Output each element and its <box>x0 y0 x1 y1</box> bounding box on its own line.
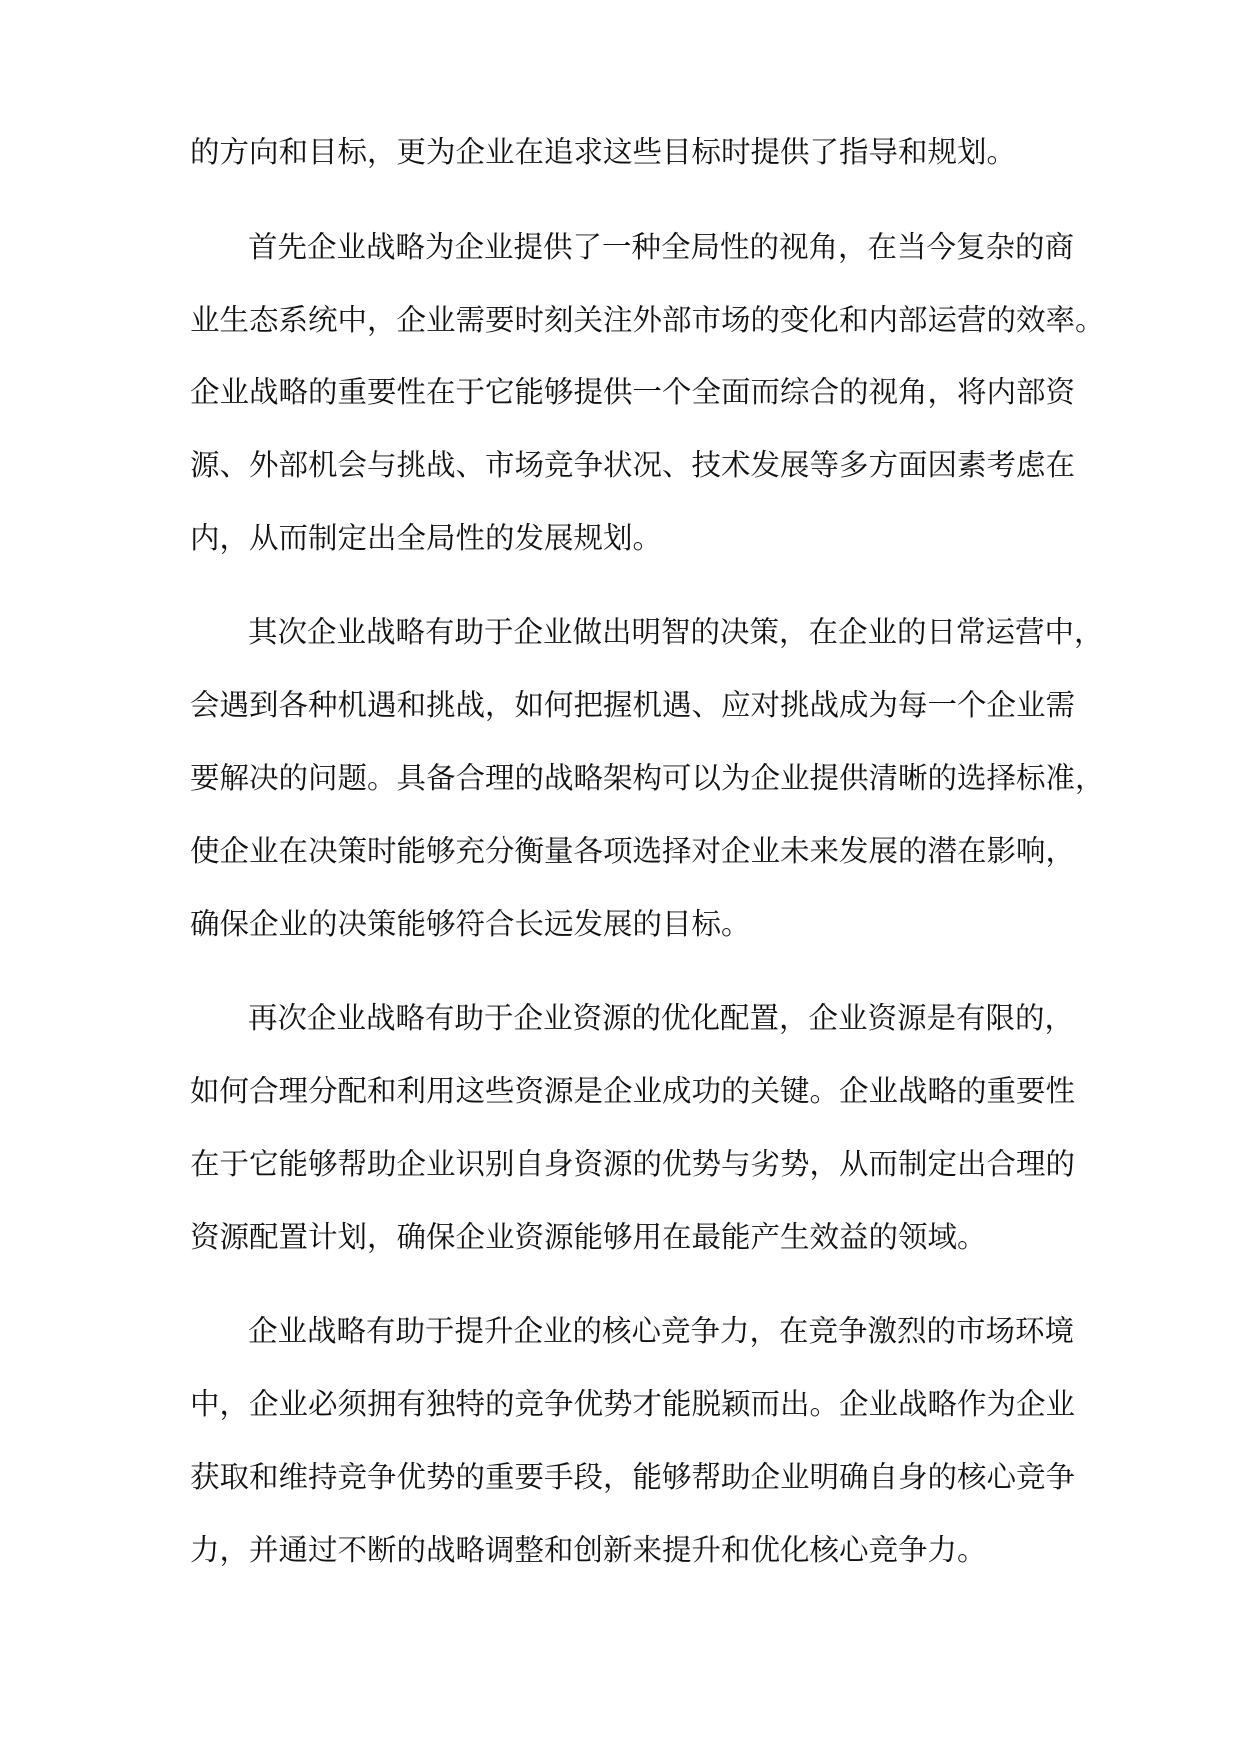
paragraph-2-line-1: 会遇到各种机遇和挑战，如何把握机遇、应对挑战成为每一个企业需 <box>190 688 1076 722</box>
paragraph-2-line-4: 确保企业的决策能够符合长远发展的目标。 <box>190 907 751 941</box>
paragraph-3-line-0: 再次企业战略有助于企业资源的优化配置，企业资源是有限的， <box>248 1001 1075 1035</box>
paragraph-2-line-2: 要解决的问题。具备合理的战略架构可以为企业提供清晰的选择标准， <box>190 761 1105 795</box>
paragraph-1-line-0: 首先企业战略为企业提供了一种全局性的视角，在当今复杂的商 <box>248 230 1075 264</box>
paragraph-4-line-0: 企业战略有助于提升企业的核心竞争力，在竞争激烈的市场环境 <box>248 1314 1075 1348</box>
paragraph-1-line-4: 内，从而制定出全局性的发展规划。 <box>190 521 663 555</box>
paragraph-3-line-3: 资源配置计划，确保企业资源能够用在最能产生效益的领域。 <box>190 1220 987 1254</box>
paragraph-3-line-1: 如何合理分配和利用这些资源是企业成功的关键。企业战略的重要性 <box>190 1074 1076 1108</box>
paragraph-4-line-3: 力，并通过不断的战略调整和创新来提升和优化核心竞争力。 <box>190 1533 987 1567</box>
paragraph-4-line-2: 获取和维持竞争优势的重要手段，能够帮助企业明确自身的核心竞争 <box>190 1460 1076 1494</box>
paragraph-2-line-3: 使企业在决策时能够充分衡量各项选择对企业未来发展的潜在影响， <box>190 834 1076 868</box>
paragraph-1-line-2: 企业战略的重要性在于它能够提供一个全面而综合的视角，将内部资 <box>190 375 1076 409</box>
paragraph-3-line-2: 在于它能够帮助企业识别自身资源的优势与劣势，从而制定出合理的 <box>190 1147 1076 1181</box>
paragraph-4-line-1: 中，企业必须拥有独特的竞争优势才能脱颖而出。企业战略作为企业 <box>190 1387 1076 1421</box>
paragraph-1-line-1: 业生态系统中，企业需要时刻关注外部市场的变化和内部运营的效率。 <box>190 303 1105 337</box>
paragraph-1-line-3: 源、外部机会与挑战、市场竞争状况、技术发展等多方面因素考虑在 <box>190 448 1076 482</box>
paragraph-0-line-0: 的方向和目标，更为企业在追求这些目标时提供了指导和规划。 <box>190 135 1017 169</box>
paragraph-2-line-0: 其次企业战略有助于企业做出明智的决策，在企业的日常运营中， <box>248 615 1104 649</box>
